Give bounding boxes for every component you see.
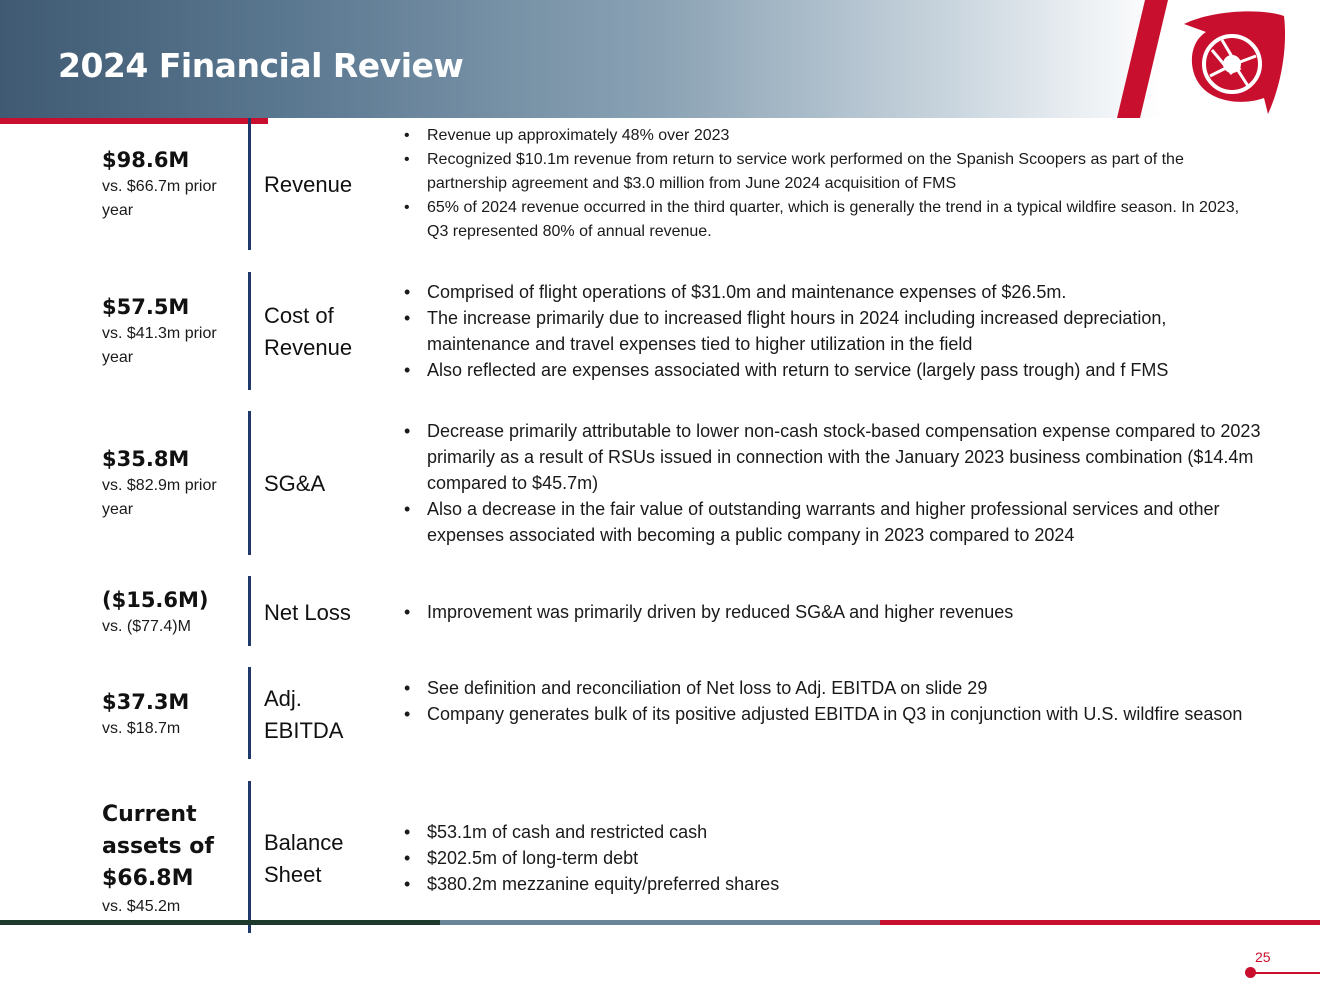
- list-item: • See definition and reconciliation of Net loss to Adj. EBITDA on slide 29: [404, 675, 1274, 701]
- page-marker-line: [1250, 972, 1320, 974]
- metric-cost-of-revenue: [102, 292, 247, 370]
- page-number: 25: [1255, 949, 1271, 965]
- category-label-revenue: Revenue: [264, 172, 353, 197]
- metric-comparison: vs. $41.3m prior year: [102, 325, 217, 366]
- metric-comparison: vs. $82.9m prior year: [102, 477, 217, 518]
- bullet-list-net-loss: [404, 599, 1274, 625]
- metric-sga: [102, 444, 247, 522]
- row-divider: [248, 576, 251, 646]
- list-item: • $53.1m of cash and restricted cash: [404, 819, 1274, 845]
- category-label-adj-ebitda: Adj. EBITDA: [264, 686, 344, 743]
- footer-divider-red: [880, 920, 1320, 925]
- metric-value: $35.8M: [102, 447, 190, 471]
- bullet-list-adj-ebitda: [404, 675, 1274, 727]
- list-item: • Revenue up approximately 48% over 2023: [404, 124, 1244, 148]
- company-logo-icon: [1182, 10, 1290, 116]
- bullet-list-balance-sheet: [404, 819, 1274, 897]
- footer-divider-dark: [0, 920, 440, 925]
- row-divider: [248, 667, 251, 759]
- metric-value: Current assets of $66.8M: [102, 802, 214, 891]
- row-divider: [248, 272, 251, 390]
- metric-value: $37.3M: [102, 690, 190, 714]
- metric-adj-ebitda: [102, 687, 247, 741]
- metric-balance-sheet: [102, 799, 232, 919]
- page-title: 2024 Financial Review: [58, 46, 464, 85]
- row-divider: [248, 411, 251, 555]
- page-marker-dot: [1245, 967, 1256, 978]
- list-item: • Recognized $10.1m revenue from return to service work performed on the Spanish Scoopers as part of the partnership agreement and $3.0 million from June 2024 acquisition of FMS: [404, 148, 1244, 196]
- bullet-list-sga: [404, 418, 1274, 548]
- metric-revenue: [102, 145, 247, 223]
- logo-slash-mark: [1115, 0, 1175, 118]
- category-label-sga: SG&A: [264, 471, 326, 496]
- list-item: • The increase primarily due to increased flight hours in 2024 including increased depreciation, maintenance and travel expenses tied to higher utilization in the field: [404, 305, 1274, 357]
- list-item: • Also reflected are expenses associated with return to service (largely pass trough) and f FMS: [404, 357, 1274, 383]
- category-label-net-loss: Net Loss: [264, 600, 351, 625]
- list-item: • Company generates bulk of its positive adjusted EBITDA in Q3 in conjunction with U.S. wildfire season: [404, 701, 1274, 727]
- category-label-cost-of-revenue: Cost of Revenue: [264, 303, 353, 360]
- metric-net-loss: [102, 585, 247, 639]
- metric-value: $98.6M: [102, 148, 190, 172]
- footer-divider-gray: [440, 920, 880, 925]
- list-item: • Also a decrease in the fair value of outstanding warrants and higher professional services and other expenses associated with becoming a public company in 2023 compared to 2024: [404, 496, 1274, 548]
- metric-comparison: vs. $18.7m: [102, 720, 181, 737]
- metric-value: $57.5M: [102, 295, 190, 319]
- list-item: • Decrease primarily attributable to lower non-cash stock-based compensation expense compared to 2023 primarily as a result of RSUs issued in connection with the January 2023 business combination ($14.4m compared to $45.7m): [404, 418, 1274, 496]
- bullet-list-revenue: [404, 124, 1244, 244]
- list-item: • 65% of 2024 revenue occurred in the third quarter, which is generally the trend in a typical wildfire season. In 2023, Q3 represented 80% of annual revenue.: [404, 196, 1244, 244]
- header-accent-stripe: [0, 118, 268, 124]
- metric-comparison: vs. ($77.4)M: [102, 618, 191, 635]
- row-divider: [248, 781, 251, 933]
- bullet-list-cost-of-revenue: [404, 279, 1274, 383]
- metric-value: ($15.6M): [102, 588, 209, 612]
- category-label-balance-sheet: Balance Sheet: [264, 830, 344, 887]
- metric-comparison: vs. $66.7m prior year: [102, 178, 217, 219]
- list-item: • $202.5m of long-term debt: [404, 845, 1274, 871]
- row-divider: [248, 118, 251, 250]
- list-item: • $380.2m mezzanine equity/preferred shares: [404, 871, 1274, 897]
- metric-comparison: vs. $45.2m: [102, 898, 181, 915]
- list-item: • Improvement was primarily driven by reduced SG&A and higher revenues: [404, 599, 1274, 625]
- list-item: • Comprised of flight operations of $31.0m and maintenance expenses of $26.5m.: [404, 279, 1274, 305]
